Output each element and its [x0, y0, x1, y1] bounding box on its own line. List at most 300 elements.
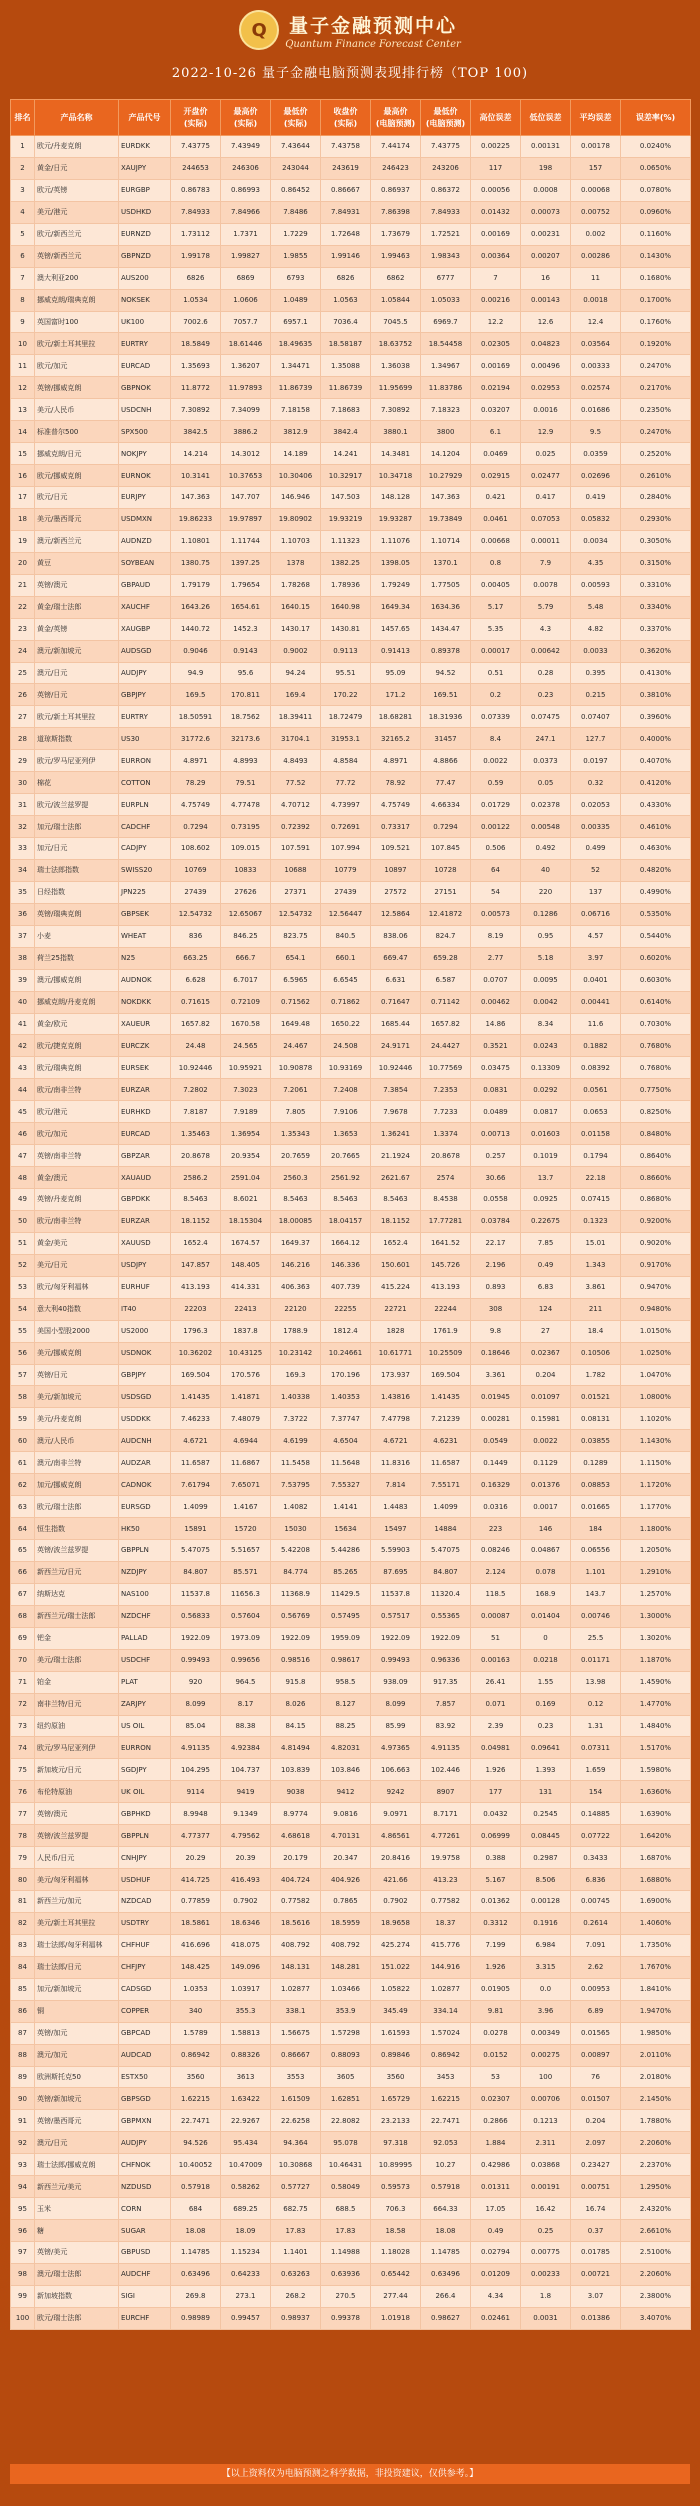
value-cell: 9.1349 — [221, 1803, 271, 1825]
value-cell: 124 — [521, 1298, 571, 1320]
value-cell: 11.6587 — [421, 1452, 471, 1474]
product-name-cell: 澳元/日元 — [35, 662, 119, 684]
value-cell: 8.4538 — [421, 1189, 471, 1211]
value-cell: 10.46431 — [321, 2154, 371, 2176]
value-cell: 20.29 — [171, 1847, 221, 1869]
value-cell: 9.5 — [571, 421, 621, 443]
product-name-cell: 黄金/瑞士法郎 — [35, 596, 119, 618]
value-cell: 77.72 — [321, 772, 371, 794]
value-cell: 0.56833 — [171, 1605, 221, 1627]
value-cell: 18.50591 — [171, 706, 221, 728]
product-code-cell: GBPMXN — [119, 2110, 171, 2132]
value-cell: 12.6 — [521, 311, 571, 333]
table-row — [11, 2022, 691, 2044]
product-code-cell: USDCHF — [119, 1649, 171, 1671]
value-cell: 18.54458 — [421, 333, 471, 355]
value-cell: 1.926 — [471, 1759, 521, 1781]
product-code-cell: EURHKD — [119, 1101, 171, 1123]
product-name-cell: 黄金/美元 — [35, 1232, 119, 1254]
value-cell: 7.44174 — [371, 136, 421, 158]
value-cell: 0.58262 — [221, 2176, 271, 2198]
table-row — [11, 859, 691, 881]
value-cell: 4.8971 — [171, 750, 221, 772]
value-cell: 0.72392 — [271, 816, 321, 838]
value-cell: 1.4141 — [321, 1496, 371, 1518]
table-row — [11, 487, 691, 509]
value-cell: 8.9948 — [171, 1803, 221, 1825]
rank-cell: 61 — [11, 1452, 35, 1474]
value-cell: 6826 — [171, 267, 221, 289]
value-cell: 109.521 — [371, 838, 421, 860]
value-cell: 1.4082 — [271, 1496, 321, 1518]
product-code-cell: EURTRY — [119, 333, 171, 355]
value-cell: 0.77582 — [271, 1891, 321, 1913]
rank-cell: 69 — [11, 1627, 35, 1649]
product-name-cell: 英镑/南非兰特 — [35, 1145, 119, 1167]
value-cell: 0.0817 — [521, 1101, 571, 1123]
product-name-cell: 加元/日元 — [35, 838, 119, 860]
product-name-cell: 美国小型股2000 — [35, 1320, 119, 1342]
value-cell: 78.92 — [371, 772, 421, 794]
value-cell: 0.01158 — [571, 1123, 621, 1145]
value-cell: 418.075 — [221, 1934, 271, 1956]
product-name-cell: 欧元/波兰兹罗提 — [35, 794, 119, 816]
table-row — [11, 1210, 691, 1232]
rank-cell: 14 — [11, 421, 35, 443]
table-row — [11, 2088, 691, 2110]
product-name-cell: 欧元/罗马尼亚列伊 — [35, 1737, 119, 1759]
table-row — [11, 530, 691, 552]
value-cell: 84.807 — [421, 1561, 471, 1583]
table-row — [11, 2066, 691, 2088]
value-cell: 0.22675 — [521, 1210, 571, 1232]
value-cell: 1.0534 — [171, 289, 221, 311]
value-cell: 0.88326 — [221, 2044, 271, 2066]
rank-cell: 45 — [11, 1101, 35, 1123]
value-cell: 1430.81 — [321, 618, 371, 640]
value-cell: 413.193 — [171, 1276, 221, 1298]
value-cell: 22244 — [421, 1298, 471, 1320]
value-cell: 1.35463 — [171, 1123, 221, 1145]
value-cell: 6.628 — [171, 969, 221, 991]
value-cell: 1.8 — [521, 2285, 571, 2307]
value-cell: 0.08392 — [571, 1057, 621, 1079]
product-code-cell: US OIL — [119, 1715, 171, 1737]
product-name-cell: 英镑/挪威克朗 — [35, 377, 119, 399]
value-cell: 0.00286 — [571, 245, 621, 267]
value-cell: 10.30868 — [271, 2154, 321, 2176]
product-name-cell: 新西兰元/美元 — [35, 2176, 119, 2198]
value-cell: 1.1430% — [621, 1430, 691, 1452]
product-name-cell: 新加坡指数 — [35, 2285, 119, 2307]
product-name-cell: 美元/挪威克朗 — [35, 1342, 119, 1364]
value-cell: 0.01171 — [571, 1649, 621, 1671]
value-cell: 6.587 — [421, 969, 471, 991]
value-cell: 1.101 — [571, 1561, 621, 1583]
product-code-cell: GBPDKK — [119, 1189, 171, 1211]
value-cell: 0.07722 — [571, 1825, 621, 1847]
table-row — [11, 596, 691, 618]
value-cell: 0.0780% — [621, 179, 691, 201]
value-cell: 0.01386 — [571, 2307, 621, 2329]
value-cell: 0.1286 — [521, 903, 571, 925]
table-row — [11, 1912, 691, 1934]
rank-cell: 11 — [11, 355, 35, 377]
value-cell: 5.42208 — [271, 1540, 321, 1562]
table-row — [11, 2154, 691, 2176]
value-cell: 0.72691 — [321, 816, 371, 838]
product-code-cell: EURCHF — [119, 2307, 171, 2329]
value-cell: 170.196 — [321, 1364, 371, 1386]
value-cell: 20.8678 — [171, 1145, 221, 1167]
value-cell: 1.10714 — [421, 530, 471, 552]
value-cell: 8.34 — [521, 1013, 571, 1035]
table-row — [11, 947, 691, 969]
value-cell: 1.0606 — [221, 289, 271, 311]
value-cell: 682.75 — [271, 2198, 321, 2220]
value-cell: 0.3050% — [621, 530, 691, 552]
value-cell: 0.59573 — [371, 2176, 421, 2198]
value-cell: 1812.4 — [321, 1320, 371, 1342]
value-cell: 0.9113 — [321, 640, 371, 662]
value-cell: 147.363 — [421, 487, 471, 509]
value-cell: 1.62215 — [421, 2088, 471, 2110]
product-code-cell: GBPHKD — [119, 1803, 171, 1825]
table-body — [11, 136, 691, 2330]
table-row — [11, 1803, 691, 1825]
value-cell: 7.8187 — [171, 1101, 221, 1123]
value-cell: 0.7902 — [221, 1891, 271, 1913]
value-cell: 8907 — [421, 1781, 471, 1803]
value-cell: 0.0461 — [471, 508, 521, 530]
table-row — [11, 1649, 691, 1671]
product-name-cell: 棉花 — [35, 772, 119, 794]
rank-cell: 87 — [11, 2022, 35, 2044]
value-cell: 0.506 — [471, 838, 521, 860]
value-cell: 0.86993 — [221, 179, 271, 201]
product-name-cell: 钯金 — [35, 1627, 119, 1649]
value-cell: 11368.9 — [271, 1583, 321, 1605]
product-code-cell: EURRON — [119, 750, 171, 772]
value-cell: 0.23 — [521, 684, 571, 706]
value-cell: 0.419 — [571, 487, 621, 509]
product-code-cell: EURRON — [119, 1737, 171, 1759]
value-cell: 1.79249 — [371, 574, 421, 596]
rank-cell: 74 — [11, 1737, 35, 1759]
value-cell: 143.7 — [571, 1583, 621, 1605]
value-cell: 1.43816 — [371, 1386, 421, 1408]
rank-cell: 12 — [11, 377, 35, 399]
value-cell: 169.504 — [421, 1364, 471, 1386]
value-cell: 0.00751 — [571, 2176, 621, 2198]
value-cell: 0.2866 — [471, 2110, 521, 2132]
product-name-cell: 澳元/南非兰特 — [35, 1452, 119, 1474]
value-cell: 0.9143 — [221, 640, 271, 662]
product-code-cell: PLAT — [119, 1671, 171, 1693]
value-cell: 1397.25 — [221, 552, 271, 574]
value-cell: 407.739 — [321, 1276, 371, 1298]
product-code-cell: GBPJPY — [119, 1364, 171, 1386]
value-cell: 220 — [521, 881, 571, 903]
value-cell: 0.01603 — [521, 1123, 571, 1145]
table-row — [11, 1079, 691, 1101]
product-code-cell: USDSGD — [119, 1386, 171, 1408]
table-row — [11, 1013, 691, 1035]
value-cell: 0.57727 — [271, 2176, 321, 2198]
value-cell: 273.1 — [221, 2285, 271, 2307]
value-cell: 1430.17 — [271, 618, 321, 640]
value-cell: 0.00349 — [521, 2022, 571, 2044]
value-cell: 27439 — [171, 881, 221, 903]
value-cell: 1.343 — [571, 1254, 621, 1276]
value-cell: 0.98516 — [271, 1649, 321, 1671]
value-cell: 146 — [521, 1518, 571, 1540]
value-cell: 1.58813 — [221, 2022, 271, 2044]
value-cell: 0.55365 — [421, 1605, 471, 1627]
value-cell: 1.99146 — [321, 245, 371, 267]
table-row — [11, 1386, 691, 1408]
value-cell: 0.4630% — [621, 838, 691, 860]
value-cell: 7.9678 — [371, 1101, 421, 1123]
value-cell: 0.00746 — [571, 1605, 621, 1627]
value-cell: 1761.9 — [421, 1320, 471, 1342]
value-cell: 95.51 — [321, 662, 371, 684]
table-row — [11, 1298, 691, 1320]
value-cell: 1.9850% — [621, 2022, 691, 2044]
value-cell: 0.07311 — [571, 1737, 621, 1759]
value-cell: 11.8772 — [171, 377, 221, 399]
product-code-cell: AUDJPY — [119, 2132, 171, 2154]
value-cell: 1452.3 — [221, 618, 271, 640]
value-cell: 9412 — [321, 1781, 371, 1803]
value-cell: 0.00745 — [571, 1891, 621, 1913]
value-cell: 3842.5 — [171, 421, 221, 443]
value-cell: 25.5 — [571, 1627, 621, 1649]
value-cell: 5.48 — [571, 596, 621, 618]
value-cell: 0.63263 — [271, 2263, 321, 2285]
value-cell: 0.0042 — [521, 991, 571, 1013]
product-code-cell: XAUGBP — [119, 618, 171, 640]
value-cell: 1.884 — [471, 2132, 521, 2154]
value-cell: 0.71142 — [421, 991, 471, 1013]
value-cell: 19.80902 — [271, 508, 321, 530]
value-cell: 1.98343 — [421, 245, 471, 267]
value-cell: 10.92446 — [171, 1057, 221, 1079]
value-cell: 1434.47 — [421, 618, 471, 640]
rank-cell: 35 — [11, 881, 35, 903]
value-cell: 2.0110% — [621, 2044, 691, 2066]
value-cell: 103.839 — [271, 1759, 321, 1781]
value-cell: 1.99827 — [221, 245, 271, 267]
value-cell: 20.9354 — [221, 1145, 271, 1167]
value-cell: 0.0152 — [471, 2044, 521, 2066]
value-cell: 416.696 — [171, 1934, 221, 1956]
value-cell: 1.63422 — [221, 2088, 271, 2110]
value-cell: 6957.1 — [271, 311, 321, 333]
value-cell: 12.4 — [571, 311, 621, 333]
rank-cell: 9 — [11, 311, 35, 333]
value-cell: 0.99493 — [371, 1649, 421, 1671]
table-row — [11, 245, 691, 267]
value-cell: 0.421 — [471, 487, 521, 509]
value-cell: 6.5965 — [271, 969, 321, 991]
product-code-cell: UK100 — [119, 311, 171, 333]
value-cell: 0.65442 — [371, 2263, 421, 2285]
value-cell: 19.93219 — [321, 508, 371, 530]
value-cell: 0.05832 — [571, 508, 621, 530]
product-code-cell: COPPER — [119, 2000, 171, 2022]
value-cell: 10.93169 — [321, 1057, 371, 1079]
value-cell: 0.28 — [521, 662, 571, 684]
value-cell: 0.1129 — [521, 1452, 571, 1474]
value-cell: 11.6 — [571, 1013, 621, 1035]
table-row — [11, 1934, 691, 1956]
product-name-cell: 英镑/波兰兹罗提 — [35, 1825, 119, 1847]
value-cell: 1.41435 — [421, 1386, 471, 1408]
value-cell: 12.54732 — [171, 903, 221, 925]
value-cell: 1.0250% — [621, 1342, 691, 1364]
value-cell: 1.2950% — [621, 2176, 691, 2198]
value-cell: 0.12 — [571, 1693, 621, 1715]
value-cell: 7.43644 — [271, 136, 321, 158]
product-name-cell: 澳元/日元 — [35, 2132, 119, 2154]
value-cell: 0.07415 — [571, 1189, 621, 1211]
value-cell: 18.1152 — [371, 1210, 421, 1232]
value-cell: 0.73195 — [221, 816, 271, 838]
value-cell: 1.14785 — [421, 2242, 471, 2264]
value-cell: 2.4320% — [621, 2198, 691, 2220]
value-cell: 0.71615 — [171, 991, 221, 1013]
value-cell: 12.41872 — [421, 903, 471, 925]
value-cell: 76 — [571, 2066, 621, 2088]
value-cell: 1.11744 — [221, 530, 271, 552]
value-cell: 0.0707 — [471, 969, 521, 991]
value-cell: 147.857 — [171, 1254, 221, 1276]
value-cell: 10769 — [171, 859, 221, 881]
value-cell: 823.75 — [271, 925, 321, 947]
table-row — [11, 1627, 691, 1649]
value-cell: 0.492 — [521, 838, 571, 860]
value-cell: 0.00897 — [571, 2044, 621, 2066]
value-cell: 15.01 — [571, 1232, 621, 1254]
value-cell: 0.2840% — [621, 487, 691, 509]
value-cell: 14.86 — [471, 1013, 521, 1035]
rank-cell: 55 — [11, 1320, 35, 1342]
product-name-cell: 纽约原油 — [35, 1715, 119, 1737]
value-cell: 0.00122 — [471, 816, 521, 838]
rank-cell: 78 — [11, 1825, 35, 1847]
value-cell: 413.23 — [421, 1869, 471, 1891]
value-cell: 11 — [571, 267, 621, 289]
product-name-cell: 黄金/澳元 — [35, 1167, 119, 1189]
value-cell: 688.5 — [321, 2198, 371, 2220]
value-cell: 247.1 — [521, 728, 571, 750]
value-cell: 8.7171 — [421, 1803, 471, 1825]
value-cell: 22203 — [171, 1298, 221, 1320]
value-cell: 1.62215 — [171, 2088, 221, 2110]
value-cell: 4.70712 — [271, 794, 321, 816]
value-cell: 107.591 — [271, 838, 321, 860]
value-cell: 7.48079 — [221, 1408, 271, 1430]
value-cell: 22.7471 — [171, 2110, 221, 2132]
value-cell: 1.9855 — [271, 245, 321, 267]
value-cell: 0.215 — [571, 684, 621, 706]
value-cell: 0.7030% — [621, 1013, 691, 1035]
product-name-cell: 欧元/挪威克朗 — [35, 465, 119, 487]
product-name-cell: 美元/人民币 — [35, 399, 119, 421]
rank-cell: 83 — [11, 1934, 35, 1956]
value-cell: 0.99656 — [221, 1649, 271, 1671]
value-cell: 11429.5 — [321, 1583, 371, 1605]
value-cell: 1370.1 — [421, 552, 471, 574]
value-cell: 0.06716 — [571, 903, 621, 925]
table-row — [11, 179, 691, 201]
rank-cell: 4 — [11, 201, 35, 223]
table-row — [11, 2132, 691, 2154]
value-cell: 2621.67 — [371, 1167, 421, 1189]
value-cell: 92.053 — [421, 2132, 471, 2154]
value-cell: 0.03784 — [471, 1210, 521, 1232]
value-cell: 8.17 — [221, 1693, 271, 1715]
table-row — [11, 1891, 691, 1913]
value-cell: 415.776 — [421, 1934, 471, 1956]
value-cell: 15497 — [371, 1518, 421, 1540]
value-cell: 0.02307 — [471, 2088, 521, 2110]
value-cell: 10.77569 — [421, 1057, 471, 1079]
rank-cell: 64 — [11, 1518, 35, 1540]
product-code-cell: EURCZK — [119, 1035, 171, 1057]
value-cell: 0.9480% — [621, 1298, 691, 1320]
table-row — [11, 991, 691, 1013]
value-cell: 1.72521 — [421, 223, 471, 245]
value-cell: 6969.7 — [421, 311, 471, 333]
table-row — [11, 772, 691, 794]
value-cell: 0.00178 — [571, 136, 621, 158]
value-cell: 1.2910% — [621, 1561, 691, 1583]
value-cell: 0.01376 — [521, 1474, 571, 1496]
value-cell: 0.71862 — [321, 991, 371, 1013]
value-cell: 18.37 — [421, 1912, 471, 1934]
value-cell: 7 — [471, 267, 521, 289]
table-row — [11, 574, 691, 596]
value-cell: 1.0470% — [621, 1364, 691, 1386]
value-cell: 16.42 — [521, 2198, 571, 2220]
rank-cell: 17 — [11, 487, 35, 509]
value-cell: 4.6721 — [371, 1430, 421, 1452]
product-code-cell: CADSGD — [119, 1978, 171, 2000]
value-cell: 0.02305 — [471, 333, 521, 355]
value-cell: 1922.09 — [271, 1627, 321, 1649]
value-cell: 1640.15 — [271, 596, 321, 618]
value-cell: 0.00068 — [571, 179, 621, 201]
value-cell: 0.2470% — [621, 421, 691, 443]
value-cell: 0.06999 — [471, 1825, 521, 1847]
value-cell: 19.9758 — [421, 1847, 471, 1869]
product-name-cell: 英镑/澳元 — [35, 1803, 119, 1825]
value-cell: 1664.12 — [321, 1232, 371, 1254]
value-cell: 0.1160% — [621, 223, 691, 245]
value-cell: 1.36954 — [221, 1123, 271, 1145]
product-name-cell: 美元/新土耳其里拉 — [35, 1912, 119, 1934]
value-cell: 8.099 — [371, 1693, 421, 1715]
product-name-cell: 瑞士法郎/匈牙利福林 — [35, 1934, 119, 1956]
value-cell: 7.9189 — [221, 1101, 271, 1123]
value-cell: 7.2408 — [321, 1079, 371, 1101]
product-name-cell: 美元/丹麦克朗 — [35, 1408, 119, 1430]
value-cell: 1.31 — [571, 1715, 621, 1737]
product-name-cell: 新西兰元/日元 — [35, 1561, 119, 1583]
value-cell: 10.25509 — [421, 1342, 471, 1364]
